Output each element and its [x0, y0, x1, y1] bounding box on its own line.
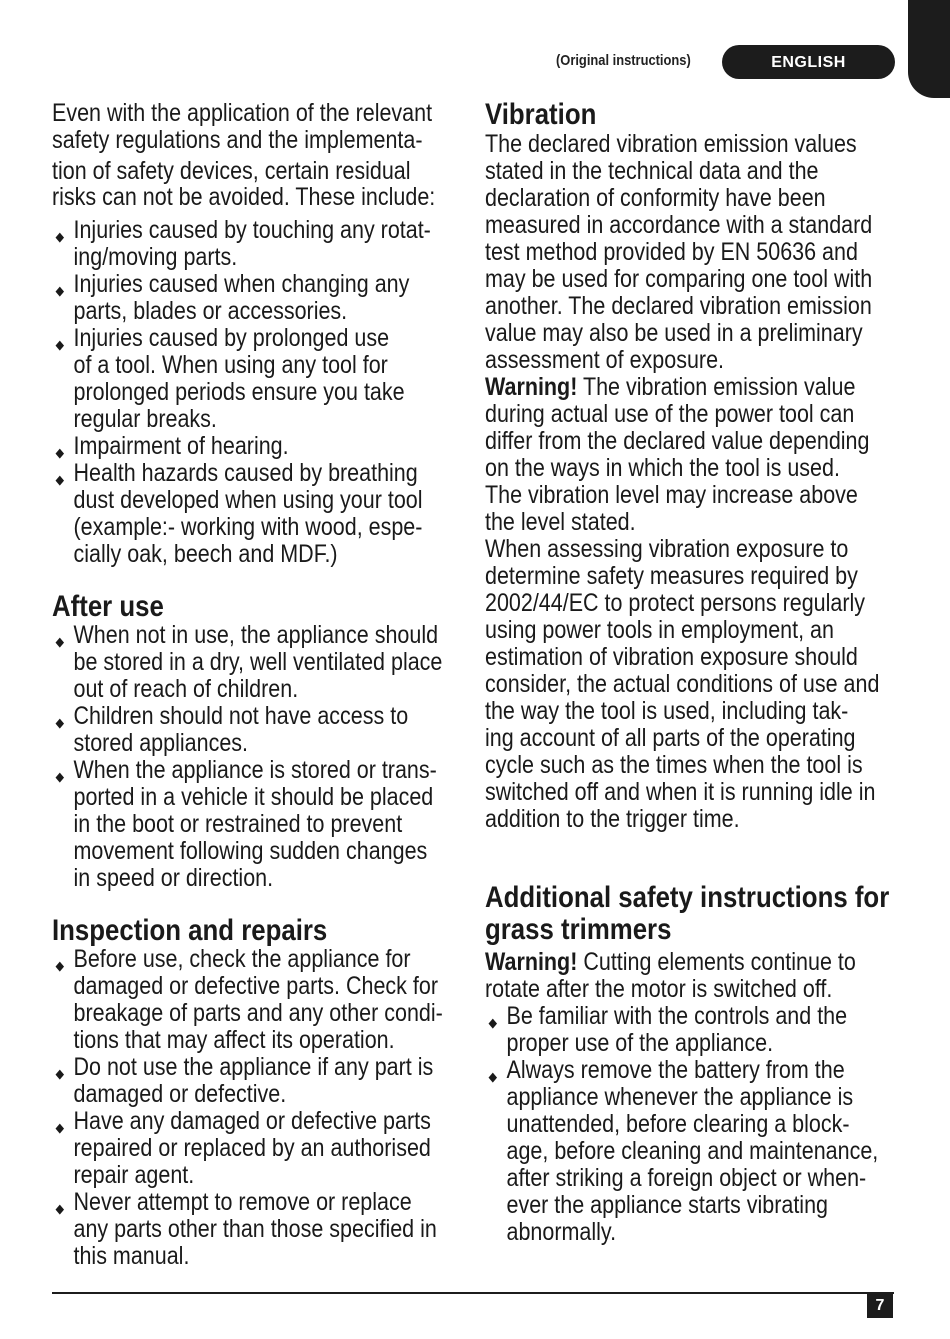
after-use-item-cont: be stored in a dry, well ventilated place: [73, 648, 443, 676]
language-badge: ENGLISH: [722, 45, 895, 79]
inspection-item-cont: any parts other than those specified in: [73, 1215, 437, 1243]
intro-line: tion of safety devices, certain residual: [52, 157, 411, 185]
risk-item-cont: regular breaks.: [73, 405, 217, 433]
vibration-warning-line: the level stated.: [485, 508, 636, 536]
after-use-item-cont: in speed or direction.: [73, 864, 274, 892]
after-use-item: ◆ When the appliance is stored or trans-: [52, 757, 437, 784]
risk-item: ◆ Injuries caused by touching any rotat-: [52, 217, 431, 244]
inspection-item-cont: this manual.: [73, 1242, 190, 1270]
bullet-diamond-icon: ◆: [55, 958, 65, 973]
header-note: (Original instructions): [556, 52, 691, 69]
vibration-line: The declared vibration emission values: [485, 130, 857, 158]
vibration-assess-line: the way the tool is used, including tak-: [485, 697, 849, 725]
bullet-diamond-icon: ◆: [488, 1015, 498, 1030]
vibration-assess-line: consider, the actual conditions of use and: [485, 670, 880, 698]
after-use-item-cont: in the boot or restrained to prevent: [73, 810, 403, 838]
risk-item-cont: dust developed when using your tool: [73, 486, 423, 514]
bullet-diamond-icon: ◆: [55, 472, 65, 487]
inspection-item-cont: repaired or replaced by an authorised: [73, 1134, 431, 1162]
footer-rule: [52, 1292, 894, 1294]
inspection-item: ◆ Have any damaged or defective parts: [52, 1108, 431, 1135]
bullet-diamond-icon: ◆: [55, 634, 65, 649]
vibration-line: declaration of conformity have been: [485, 184, 826, 212]
after-use-item-cont: stored appliances.: [73, 729, 248, 757]
after-use-item: ◆ When not in use, the appliance should: [52, 622, 438, 649]
additional-item: ◆ Always remove the battery from the: [485, 1057, 845, 1084]
vibration-assess-line: estimation of vibration exposure should: [485, 643, 858, 671]
vibration-assess-line: When assessing vibration exposure to: [485, 535, 849, 563]
vibration-assess-line: 2002/44/EC to protect persons regularly: [485, 589, 866, 617]
after-use-item-cont: ported in a vehicle it should be placed: [73, 783, 434, 811]
vibration-assess-line: cycle such as the times when the tool is: [485, 751, 863, 779]
vibration-line: stated in the technical data and the: [485, 157, 819, 185]
section-heading-additional-cont: grass trimmers: [485, 913, 672, 946]
additional-warning-line: rotate after the motor is switched off.: [485, 975, 833, 1003]
intro-line: Even with the application of the relevant: [52, 99, 433, 127]
additional-item-cont: unattended, before clearing a block-: [506, 1110, 850, 1138]
risk-item: ◆ Injuries caused by prolonged use: [52, 325, 389, 352]
additional-item-cont: age, before cleaning and maintenance,: [506, 1137, 879, 1165]
vibration-warning-line: during actual use of the power tool can: [485, 400, 855, 428]
vibration-warning-line: on the ways in which the tool is used.: [485, 454, 840, 482]
inspection-item: ◆ Do not use the appliance if any part is: [52, 1054, 433, 1081]
vibration-line: test method provided by EN 50636 and: [485, 238, 858, 266]
vibration-line: measured in accordance with a standard: [485, 211, 873, 239]
section-heading-after-use: After use: [52, 590, 164, 623]
risk-item-cont: of a tool. When using any tool for: [73, 351, 388, 379]
bullet-diamond-icon: ◆: [55, 1201, 65, 1216]
bullet-diamond-icon: ◆: [55, 1120, 65, 1135]
warning-label: Warning!: [485, 373, 578, 401]
vibration-line: value may also be used in a preliminary: [485, 319, 863, 347]
risk-item: ◆ Injuries caused when changing any: [52, 271, 409, 298]
inspection-item-cont: breakage of parts and any other condi-: [73, 999, 443, 1027]
risk-item-cont: prolonged periods ensure you take: [73, 378, 405, 406]
vibration-warning-line: The vibration level may increase above: [485, 481, 858, 509]
risk-item: ◆ Impairment of hearing.: [52, 433, 289, 460]
vibration-line: assessment of exposure.: [485, 346, 725, 374]
section-heading-inspection: Inspection and repairs: [52, 914, 328, 947]
bullet-diamond-icon: ◆: [55, 769, 65, 784]
bullet-diamond-icon: ◆: [55, 283, 65, 298]
section-heading-additional: Additional safety instructions for: [485, 881, 890, 914]
additional-item: ◆ Be familiar with the controls and the: [485, 1003, 847, 1030]
risk-item-cont: (example:- working with wood, espe-: [73, 513, 423, 541]
after-use-item-cont: movement following sudden changes: [73, 837, 428, 865]
inspection-item-cont: damaged or defective parts. Check for: [73, 972, 438, 1000]
vibration-line: may be used for comparing one tool with: [485, 265, 873, 293]
page-number: 7: [867, 1294, 893, 1318]
risk-item-cont: parts, blades or accessories.: [73, 297, 348, 325]
bullet-diamond-icon: ◆: [55, 337, 65, 352]
vibration-assess-line: determine safety measures required by: [485, 562, 858, 590]
bullet-diamond-icon: ◆: [55, 445, 65, 460]
additional-item-cont: proper use of the appliance.: [506, 1029, 774, 1057]
inspection-item-cont: repair agent.: [73, 1161, 195, 1189]
bullet-diamond-icon: ◆: [488, 1069, 498, 1084]
additional-warning-line: Warning! Cutting elements continue to: [485, 948, 856, 976]
vibration-assess-line: ing account of all parts of the operating: [485, 724, 856, 752]
bullet-diamond-icon: ◆: [55, 1066, 65, 1081]
vibration-warning-line: differ from the declared value depending: [485, 427, 870, 455]
bullet-diamond-icon: ◆: [55, 229, 65, 244]
inspection-item: ◆ Never attempt to remove or replace: [52, 1189, 412, 1216]
additional-item-cont: appliance whenever the appliance is: [506, 1083, 854, 1111]
vibration-assess-line: switched off and when it is running idle in: [485, 778, 876, 806]
risk-item-cont: cially oak, beech and MDF.): [73, 540, 338, 568]
section-heading-vibration: Vibration: [485, 98, 597, 131]
vibration-assess-line: using power tools in employment, an: [485, 616, 834, 644]
additional-item-cont: after striking a foreign object or when-: [506, 1164, 867, 1192]
intro-line: risks can not be avoided. These include:: [52, 183, 436, 211]
bullet-diamond-icon: ◆: [55, 715, 65, 730]
after-use-item-cont: out of reach of children.: [73, 675, 299, 703]
inspection-item-cont: damaged or defective.: [73, 1080, 287, 1108]
corner-tab: [908, 0, 950, 98]
intro-line: safety regulations and the implementa-: [52, 126, 423, 154]
vibration-line: another. The declared vibration emission: [485, 292, 872, 320]
warning-label: Warning!: [485, 948, 578, 976]
vibration-warning-line: Warning! The vibration emission value: [485, 373, 856, 401]
inspection-item-cont: tions that may affect its operation.: [73, 1026, 395, 1054]
vibration-assess-line: addition to the trigger time.: [485, 805, 740, 833]
risk-item: ◆ Health hazards caused by breathing: [52, 460, 418, 487]
additional-item-cont: abnormally.: [506, 1218, 617, 1246]
additional-item-cont: ever the appliance starts vibrating: [506, 1191, 828, 1219]
inspection-item: ◆ Before use, check the appliance for: [52, 946, 411, 973]
risk-item-cont: ing/moving parts.: [73, 243, 238, 271]
after-use-item: ◆ Children should not have access to: [52, 703, 408, 730]
